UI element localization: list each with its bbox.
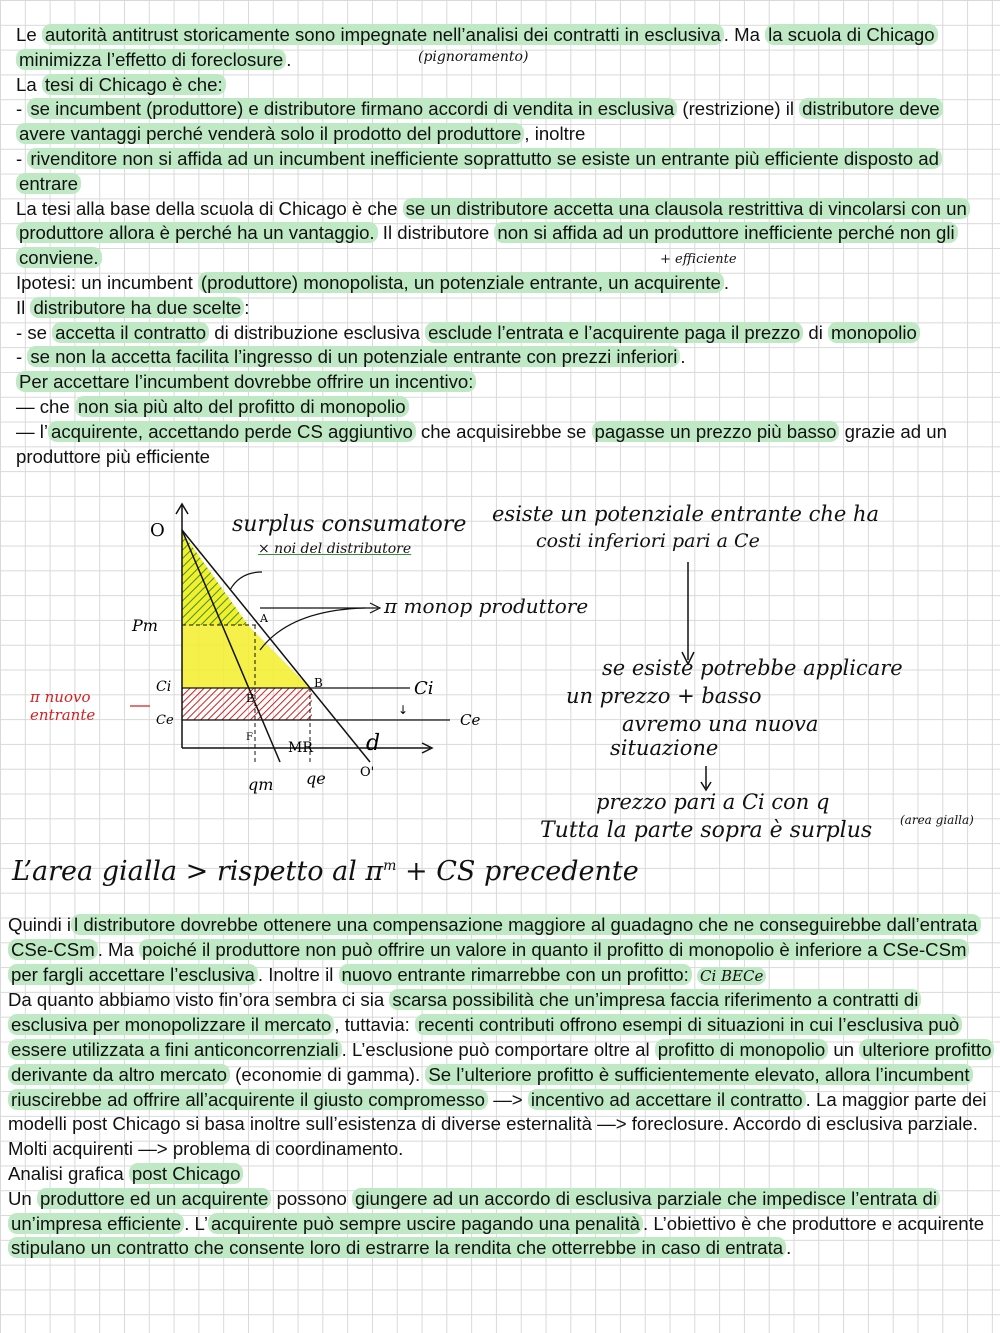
text-span: , tuttavia: bbox=[334, 1014, 415, 1036]
highlighted-text: acquirente può sempre uscire pagando una penalità bbox=[208, 1213, 643, 1234]
label-pm: Pm bbox=[132, 616, 158, 635]
note-line-9: (area gialla) bbox=[900, 813, 974, 827]
note-line-3: se esiste potrebbe applicare bbox=[602, 656, 903, 680]
highlighted-text: scarsa possibilità che un’impresa faccia riferimento a contratti di esclusiva per monopolizzare il mercato bbox=[8, 989, 921, 1035]
highlighted-text: (produttore) monopolista, un potenziale entrante, un acquirente bbox=[198, 272, 724, 293]
highlighted-text: rivenditore non si affida ad un incumbent inefficiente soprattutto se esiste un entrante più efficiente disposto ad entrare bbox=[16, 148, 942, 194]
text-span: . L’esclusione può comportare oltre al bbox=[341, 1038, 655, 1060]
text-span: . bbox=[786, 1237, 792, 1259]
highlighted-text: distributore ha due scelte bbox=[30, 297, 244, 318]
text-span: —> bbox=[488, 1088, 528, 1110]
text-span: Un bbox=[8, 1187, 37, 1209]
paragraph bbox=[16, 73, 991, 98]
paragraph bbox=[16, 296, 991, 321]
text-span: : bbox=[244, 296, 250, 318]
label-e: E bbox=[246, 692, 255, 705]
text-span: grazie ad un produttore più efficiente bbox=[16, 420, 947, 467]
highlighted-text: Ci BECe bbox=[697, 967, 766, 985]
text-span: Quindi i bbox=[8, 914, 72, 935]
label-origin: O bbox=[150, 520, 165, 541]
highlighted-text: stipulano un contratto che consente loro di estrarre la rendita che otterrebbe in caso di entrata bbox=[8, 1237, 786, 1258]
text-block-bottom bbox=[8, 913, 992, 1261]
text-span: Il bbox=[16, 296, 31, 318]
note-area-gialla bbox=[12, 856, 639, 887]
text-span: - se bbox=[16, 321, 53, 343]
label-qe: qe bbox=[306, 769, 326, 788]
text-span: . bbox=[680, 346, 686, 368]
highlighted-text: l distributore dovrebbe ottenere una compensazione maggiore al guadagno che ne conseguirebbe dall’entrata CSe-CSm bbox=[8, 914, 981, 960]
text-span: che acquisirebbe se bbox=[415, 420, 592, 442]
paragraph bbox=[16, 197, 991, 271]
note-pi-monop: π monop produttore bbox=[384, 594, 589, 618]
paragraph bbox=[16, 395, 991, 420]
label-down-arrow: ↓ bbox=[398, 703, 409, 717]
note-efficiente: + efficiente bbox=[660, 252, 737, 267]
label-a: A bbox=[260, 612, 268, 625]
highlighted-text: se un distributore accetta una clausola restrittiva di vincolarsi con un produttore allora è perché ha un vantaggio. bbox=[16, 198, 970, 244]
highlighted-text: Se l’ulteriore profitto è sufficientemente elevato, allora l’incumbent riuscirebbe ad offrire all’acquirente il giusto compromesso bbox=[8, 1064, 973, 1110]
text-span: Ipotesi: un incumbent bbox=[16, 271, 198, 293]
highlighted-text: recenti contributi offrono esempi di situazioni in cui l’esclusiva può essere utilizzata a fini anticoncorrenziali bbox=[8, 1014, 962, 1060]
highlighted-text: autorità antitrust storicamente sono impegnate nell’analisi dei contratti in esclusiva bbox=[42, 24, 724, 45]
highlighted-text: monopolio bbox=[828, 322, 920, 343]
label-ci: Ci bbox=[156, 679, 172, 695]
highlighted-text: poiché il produttore non può offrire un valore in quanto il profitto di monopolio è inferiore a CSe-CSm per fargli accettare l’esclusiva bbox=[8, 939, 969, 985]
paragraph bbox=[16, 147, 991, 197]
highlighted-text: tesi di Chicago è che: bbox=[42, 74, 226, 95]
highlighted-text: se incumbent (produttore) e distributore firmano accordi di vendita in esclusiva bbox=[27, 98, 677, 119]
highlighted-text: la scuola di Chicago minimizza l’effetto di foreclosure bbox=[16, 24, 938, 70]
note-area-end: + CS precedente bbox=[405, 856, 639, 887]
highlighted-text: pagasse un prezzo più basso bbox=[592, 421, 840, 442]
text-span: Il distributore bbox=[377, 222, 495, 244]
note-area-sup: m bbox=[383, 858, 397, 874]
note-line-2: costi inferiori pari a Ce bbox=[536, 530, 760, 552]
highlighted-text: incentivo ad accettare il contratto bbox=[528, 1089, 806, 1110]
highlighted-text: accetta il contratto bbox=[52, 322, 209, 343]
text-span: possono bbox=[271, 1187, 353, 1209]
note-area-text: L’area gialla > rispetto al π bbox=[12, 856, 384, 887]
text-span: Analisi grafica bbox=[8, 1162, 129, 1184]
text-span: . bbox=[723, 271, 730, 293]
note-line-7: prezzo pari a Ci con q bbox=[596, 790, 830, 814]
text-span: . Ma bbox=[723, 24, 766, 45]
paragraph bbox=[8, 913, 992, 988]
note-line-5: avremo una nuova bbox=[622, 712, 819, 736]
yellow-area bbox=[182, 625, 310, 688]
text-span: . Inoltre il bbox=[257, 963, 339, 985]
text-block-top bbox=[16, 23, 991, 469]
text-span: — l’ bbox=[16, 420, 49, 442]
note-line-8: Tutta la parte sopra è surplus bbox=[540, 818, 873, 843]
label-o-prime: O' bbox=[360, 765, 375, 780]
note-line-4: un prezzo + basso bbox=[566, 684, 762, 708]
highlighted-text: nuovo entrante rimarrebbe con un profitto: bbox=[339, 964, 692, 985]
text-span: La tesi alla base della scuola di Chicago è che bbox=[16, 197, 403, 219]
text-span: di bbox=[803, 321, 828, 343]
note-line-6: situazione bbox=[610, 736, 719, 760]
paragraph bbox=[16, 321, 991, 346]
note-pi-nuovo-entrante: π nuovo entrante bbox=[30, 688, 96, 724]
label-d: d bbox=[366, 731, 381, 756]
paragraph bbox=[16, 97, 991, 147]
highlighted-text: post Chicago bbox=[129, 1163, 244, 1184]
paragraph bbox=[16, 370, 991, 395]
paragraph bbox=[8, 988, 992, 1162]
text-span: — che bbox=[16, 395, 75, 417]
highlighted-text: non sia più alto del profitto di monopolio bbox=[75, 396, 409, 417]
text-span: La bbox=[16, 73, 42, 95]
text-span: - bbox=[16, 147, 28, 169]
paragraph bbox=[8, 1162, 992, 1187]
paragraph bbox=[8, 1187, 992, 1261]
label-b: B bbox=[314, 676, 323, 690]
label-ce-right: Ce bbox=[460, 711, 481, 729]
text-span: un bbox=[828, 1038, 860, 1060]
text-span: , inoltre bbox=[524, 123, 586, 145]
text-span: (restrizione) il bbox=[677, 98, 800, 120]
highlighted-text: profitto di monopolio bbox=[655, 1039, 828, 1060]
label-f: F bbox=[246, 732, 253, 743]
text-span: . La maggior parte dei modelli post Chicago si basa inoltre sull’esistenza di diverse esternalità —> foreclosure. Accordo di esclusiva parziale. Molti acquirenti —> problema di coordinamento. bbox=[8, 1088, 987, 1160]
text-span: . Ma bbox=[97, 938, 140, 960]
text-span: . bbox=[286, 48, 292, 70]
text-span: Da quanto abbiamo visto fin’ora sembra ci sia bbox=[8, 989, 390, 1011]
label-ce: Ce bbox=[156, 713, 174, 728]
text-span: di distribuzione esclusiva bbox=[209, 321, 426, 343]
paragraph bbox=[16, 23, 991, 73]
highlighted-text: ulteriore profitto derivante da altro mercato bbox=[8, 1039, 994, 1085]
note-pignoramento: (pignoramento) bbox=[418, 49, 529, 65]
text-span: (economie di gamma). bbox=[230, 1063, 426, 1085]
text-span: Le bbox=[16, 24, 42, 45]
highlighted-text: esclude l’entrata e l’acquirente paga il prezzo bbox=[425, 322, 803, 343]
note-surplus: surplus consumatore bbox=[232, 512, 467, 537]
green-hatched-area bbox=[182, 532, 248, 625]
text-span: - bbox=[16, 98, 28, 120]
label-qm: qm bbox=[248, 775, 274, 794]
text-span: . L’obiettivo è che produttore e acquirente bbox=[642, 1212, 985, 1234]
text-span: . L’ bbox=[184, 1212, 208, 1234]
note-noi-distributore: × noi del distributore bbox=[258, 541, 412, 557]
paragraph bbox=[16, 271, 991, 296]
label-ci-right: Ci bbox=[414, 678, 434, 699]
highlighted-text: Per accettare l’incumbent dovrebbe offrire un incentivo: bbox=[16, 371, 476, 392]
highlighted-text: se non la accetta facilita l’ingresso di un potenziale entrante con prezzi inferiori bbox=[27, 346, 680, 367]
paragraph bbox=[16, 345, 991, 370]
highlighted-text: distributore deve avere vantaggi perché venderà solo il prodotto del produttore bbox=[16, 98, 943, 144]
note-line-1: esiste un potenziale entrante che ha bbox=[492, 502, 880, 526]
highlighted-text: non si affida ad un produttore inefficiente perché non gli conviene. bbox=[16, 222, 958, 268]
note-arrow-down bbox=[678, 560, 698, 670]
highlighted-text: produttore ed un acquirente bbox=[37, 1188, 271, 1209]
paragraph bbox=[16, 420, 991, 470]
label-mr: MR bbox=[288, 740, 313, 756]
text-span: - bbox=[16, 346, 28, 368]
highlighted-text: acquirente, accettando perde CS aggiuntivo bbox=[48, 421, 416, 442]
highlighted-text: giungere ad un accordo di esclusiva parziale che impedisce l’entrata di un’impresa efficiente bbox=[8, 1188, 940, 1234]
